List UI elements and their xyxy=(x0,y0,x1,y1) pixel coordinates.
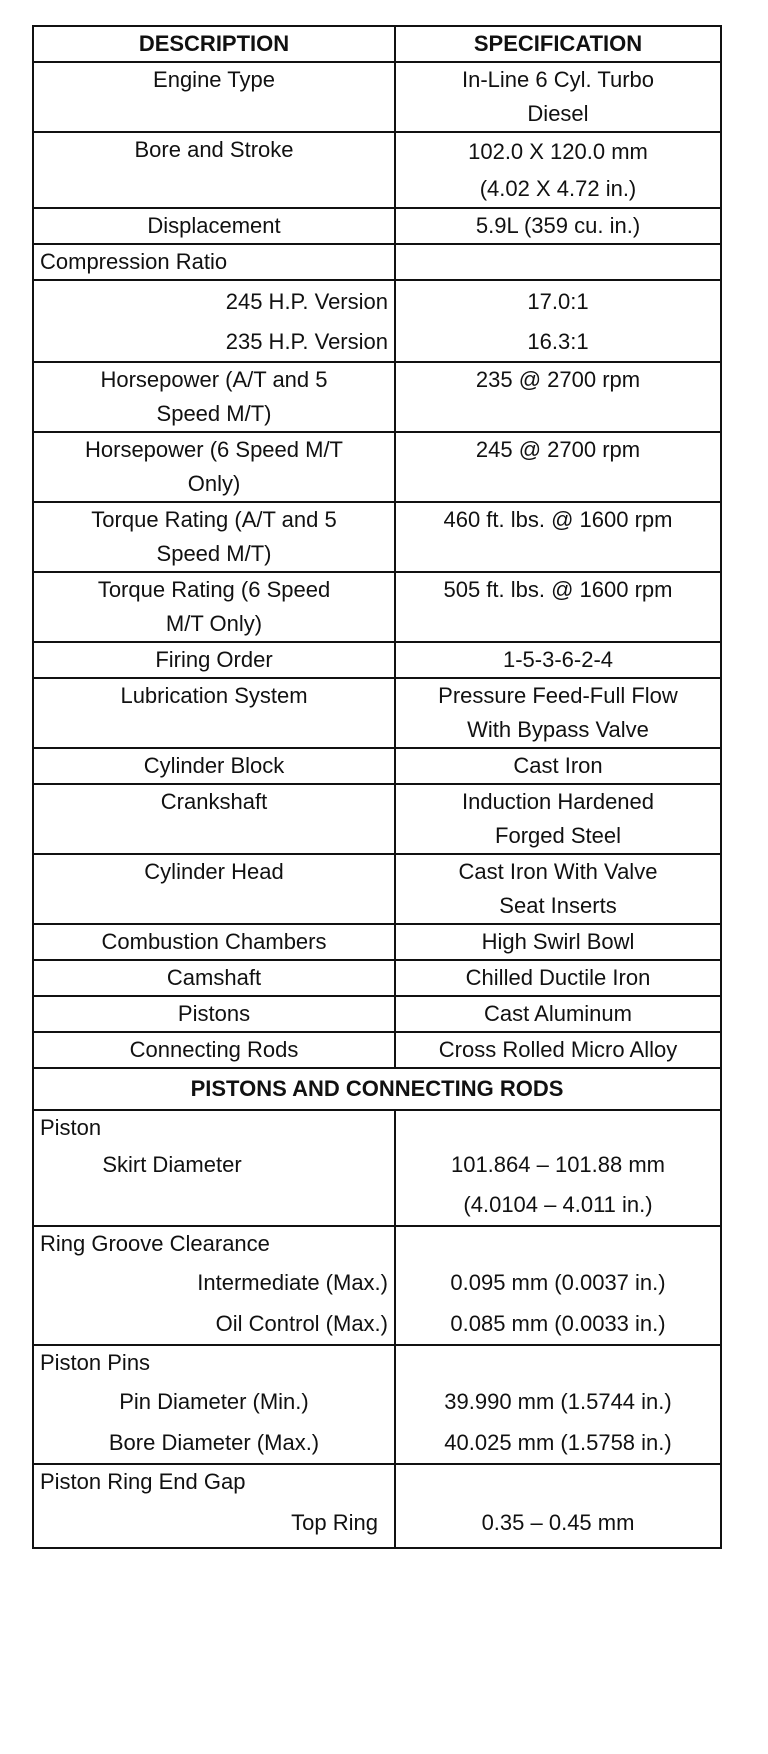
table-row xyxy=(33,244,721,280)
hp-at5-value: 235 @ 2700 rpm xyxy=(395,362,721,432)
bore-diameter-value: 40.025 mm (1.5758 in.) xyxy=(395,1423,721,1464)
table-row xyxy=(33,1499,721,1548)
specification-table xyxy=(32,25,722,1549)
table-row xyxy=(33,1226,721,1261)
engine-type-value: In-Line 6 Cyl. Turbo Diesel xyxy=(395,62,721,132)
table-row xyxy=(33,208,721,244)
table-row xyxy=(33,854,721,924)
cylinder-block-label: Cylinder Block xyxy=(33,748,395,784)
connecting-rods-value: Cross Rolled Micro Alloy xyxy=(395,1032,721,1068)
table-row xyxy=(33,642,721,678)
table-row xyxy=(33,1464,721,1499)
pin-diameter-value: 39.990 mm (1.5744 in.) xyxy=(395,1380,721,1423)
combustion-label: Combustion Chambers xyxy=(33,924,395,960)
skirt-diameter-value: 101.864 – 101.88 mm (4.0104 – 4.011 in.) xyxy=(395,1145,721,1226)
torque-6-value: 505 ft. lbs. @ 1600 rpm xyxy=(395,572,721,642)
table-row xyxy=(33,1345,721,1380)
bore-stroke-value: 102.0 X 120.0 mm (4.02 X 4.72 in.) xyxy=(395,132,721,208)
compression-235-value: 16.3:1 xyxy=(395,323,721,362)
table-row xyxy=(33,924,721,960)
piston-pins-label: Piston Pins xyxy=(33,1345,395,1380)
compression-245-value: 17.0:1 xyxy=(395,280,721,323)
table-row xyxy=(33,1261,721,1304)
ring-end-gap-label: Piston Ring End Gap xyxy=(33,1464,395,1499)
camshaft-value: Chilled Ductile Iron xyxy=(395,960,721,996)
top-ring-label: Top Ring xyxy=(33,1499,395,1548)
oil-control-label: Oil Control (Max.) xyxy=(33,1304,395,1345)
table-row xyxy=(33,132,721,208)
table-row xyxy=(33,960,721,996)
crankshaft-label: Crankshaft xyxy=(33,784,395,854)
top-ring-value: 0.35 – 0.45 mm xyxy=(395,1499,721,1548)
engine-type-label: Engine Type xyxy=(33,62,395,132)
section-header-row xyxy=(33,1068,721,1110)
table-row xyxy=(33,1145,721,1226)
table-row xyxy=(33,1304,721,1345)
table-row xyxy=(33,784,721,854)
cylinder-block-value: Cast Iron xyxy=(395,748,721,784)
displacement-label: Displacement xyxy=(33,208,395,244)
table-row xyxy=(33,362,721,432)
section-title: PISTONS AND CONNECTING RODS xyxy=(33,1068,721,1110)
hp-6-value: 245 @ 2700 rpm xyxy=(395,432,721,502)
crankshaft-value: Induction Hardened Forged Steel xyxy=(395,784,721,854)
table-row xyxy=(33,748,721,784)
combustion-value: High Swirl Bowl xyxy=(395,924,721,960)
oil-control-value: 0.085 mm (0.0033 in.) xyxy=(395,1304,721,1345)
table-row xyxy=(33,1110,721,1145)
compression-245-label: 245 H.P. Version xyxy=(33,280,395,323)
bore-diameter-label: Bore Diameter (Max.) xyxy=(33,1423,395,1464)
table-row xyxy=(33,280,721,323)
skirt-diameter-label: Skirt Diameter xyxy=(33,1145,395,1226)
ring-groove-label: Ring Groove Clearance xyxy=(33,1226,395,1261)
table-row xyxy=(33,502,721,572)
pistons-label: Pistons xyxy=(33,996,395,1032)
table-row xyxy=(33,1032,721,1068)
table-row xyxy=(33,432,721,502)
table-row xyxy=(33,572,721,642)
cylinder-head-value: Cast Iron With Valve Seat Inserts xyxy=(395,854,721,924)
firing-order-label: Firing Order xyxy=(33,642,395,678)
table-row xyxy=(33,678,721,748)
torque-at5-value: 460 ft. lbs. @ 1600 rpm xyxy=(395,502,721,572)
compression-235-label: 235 H.P. Version xyxy=(33,323,395,362)
table-row xyxy=(33,62,721,132)
intermediate-label: Intermediate (Max.) xyxy=(33,1261,395,1304)
bore-stroke-label: Bore and Stroke xyxy=(33,132,395,208)
torque-6-label: Torque Rating (6 Speed M/T Only) xyxy=(33,572,395,642)
camshaft-label: Camshaft xyxy=(33,960,395,996)
lubrication-label: Lubrication System xyxy=(33,678,395,748)
table-row xyxy=(33,1423,721,1464)
table-row xyxy=(33,996,721,1032)
hp-at5-label: Horsepower (A/T and 5 Speed M/T) xyxy=(33,362,395,432)
header-row xyxy=(33,26,721,62)
displacement-value: 5.9L (359 cu. in.) xyxy=(395,208,721,244)
header-description: DESCRIPTION xyxy=(33,26,395,62)
firing-order-value: 1-5-3-6-2-4 xyxy=(395,642,721,678)
header-specification: SPECIFICATION xyxy=(395,26,721,62)
lubrication-value: Pressure Feed-Full Flow With Bypass Valve xyxy=(395,678,721,748)
connecting-rods-label: Connecting Rods xyxy=(33,1032,395,1068)
compression-label: Compression Ratio xyxy=(33,244,395,280)
intermediate-value: 0.095 mm (0.0037 in.) xyxy=(395,1261,721,1304)
torque-at5-label: Torque Rating (A/T and 5 Speed M/T) xyxy=(33,502,395,572)
pistons-value: Cast Aluminum xyxy=(395,996,721,1032)
table-row xyxy=(33,1380,721,1423)
cylinder-head-label: Cylinder Head xyxy=(33,854,395,924)
piston-label: Piston xyxy=(33,1110,395,1145)
hp-6-label: Horsepower (6 Speed M/T Only) xyxy=(33,432,395,502)
table-row xyxy=(33,323,721,362)
pin-diameter-label: Pin Diameter (Min.) xyxy=(33,1380,395,1423)
